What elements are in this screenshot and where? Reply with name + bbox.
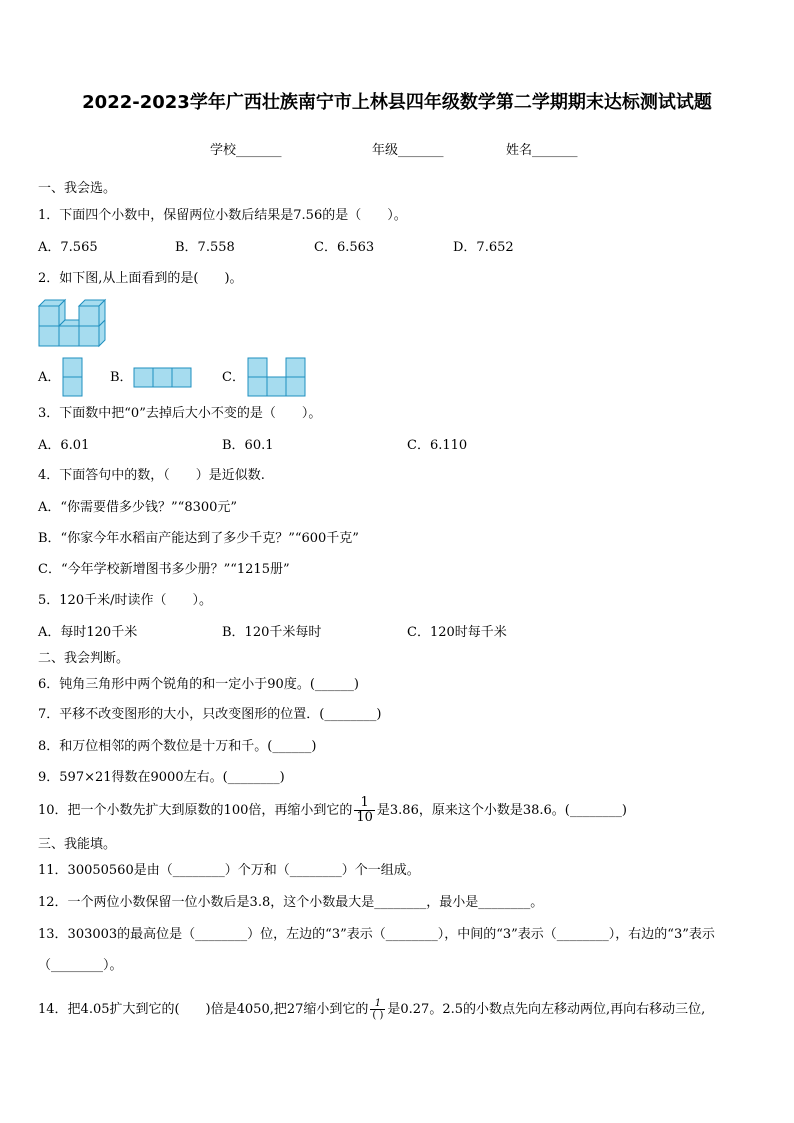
question-13-line-2: （________）。 bbox=[38, 958, 123, 973]
section-heading: 三、我能填。 bbox=[38, 837, 117, 852]
q14-text-pre: 14．把4.05扩大到它的( )倍是4050,把27缩小到它的 bbox=[38, 1002, 369, 1017]
q3-option-a[interactable]: A．6.01 bbox=[38, 438, 90, 453]
question-10 bbox=[38, 796, 627, 825]
fraction bbox=[370, 998, 385, 1021]
q4-option-a[interactable]: A．“你需要借多少钱？”“8300元” bbox=[38, 500, 238, 515]
cube-stack-figure bbox=[37, 298, 109, 350]
fraction bbox=[354, 796, 375, 825]
q1-option-c[interactable]: C．6.563 bbox=[314, 240, 375, 255]
school-field[interactable]: 学校_______ bbox=[210, 143, 282, 158]
question-9: 9．597×21得数在9000左右。(________) bbox=[38, 770, 285, 785]
q1-option-d[interactable]: D．7.652 bbox=[453, 240, 514, 255]
q5-option-a[interactable]: A．每时120千米 bbox=[38, 625, 138, 640]
option-b-view-figure bbox=[133, 367, 195, 389]
name-field[interactable]: 姓名_______ bbox=[506, 143, 578, 158]
fraction-numerator: 1 bbox=[354, 796, 375, 811]
q1-option-b[interactable]: B．7.558 bbox=[175, 240, 235, 255]
q2-option-b[interactable]: B． bbox=[110, 370, 133, 385]
q10-text-post: 是3.86，原来这个小数是38.6。(________) bbox=[376, 803, 627, 818]
q14-text-post: 是0.27。2.5的小数点先向左移动两位,再向右移动三位, bbox=[387, 1002, 706, 1017]
q2-option-a[interactable]: A． bbox=[38, 370, 61, 385]
q5-option-c[interactable]: C．120时每千米 bbox=[407, 625, 507, 640]
question-13-line-1: 13．303003的最高位是（________）位，左边的“3”表示（________），中间的“3”表示（________），右边的“3”表示 bbox=[38, 927, 715, 942]
q1-option-a[interactable]: A．7.565 bbox=[38, 240, 98, 255]
section-heading: 一、我会选。 bbox=[38, 181, 117, 196]
question-3: 3．下面数中把“0”去掉后大小不变的是（ ）。 bbox=[38, 406, 322, 421]
fraction-denominator: ( ) bbox=[372, 1010, 384, 1021]
question-6: 6．钝角三角形中两个锐角的和一定小于90度。(______) bbox=[38, 677, 359, 692]
question-14 bbox=[38, 998, 705, 1021]
question-11: 11．30050560是由（________）个万和（________）个一组成。 bbox=[38, 863, 420, 878]
option-c-view-figure bbox=[247, 357, 309, 399]
q4-option-b[interactable]: B．“你家今年水稻亩产能达到了多少千克？”“600千克” bbox=[38, 531, 359, 546]
question-8: 8．和万位相邻的两个数位是十万和千。(______) bbox=[38, 739, 317, 754]
q4-option-c[interactable]: C．“今年学校新增图书多少册？”“1215册” bbox=[38, 562, 290, 577]
question-1: 1．下面四个小数中，保留两位小数后结果是7.56的是（ ）。 bbox=[38, 208, 407, 223]
q3-option-c[interactable]: C．6.110 bbox=[407, 438, 468, 453]
question-2: 2．如下图,从上面看到的是( )。 bbox=[38, 271, 243, 286]
question-4: 4．下面答句中的数，（ ）是近似数. bbox=[38, 468, 265, 483]
q2-option-c[interactable]: C． bbox=[222, 370, 245, 385]
fraction-denominator: 10 bbox=[356, 810, 373, 825]
question-7: 7．平移不改变图形的大小，只改变图形的位置．(________) bbox=[38, 707, 382, 722]
fraction-numerator: 1 bbox=[370, 998, 385, 1010]
page-title: 2022-2023学年广西壮族南宁市上林县四年级数学第二学期期末达标测试试题 bbox=[82, 92, 712, 113]
grade-field[interactable]: 年级_______ bbox=[372, 143, 444, 158]
option-a-view-figure bbox=[62, 357, 84, 399]
question-5: 5．120千米/时读作（ ）。 bbox=[38, 593, 212, 608]
q3-option-b[interactable]: B．60.1 bbox=[222, 438, 274, 453]
section-heading: 二、我会判断。 bbox=[38, 651, 130, 666]
q10-text-pre: 10．把一个小数先扩大到原数的100倍，再缩小到它的 bbox=[38, 803, 353, 818]
q5-option-b[interactable]: B．120千米每时 bbox=[222, 625, 322, 640]
question-12: 12．一个两位小数保留一位小数后是3.8，这个小数最大是________，最小是________。 bbox=[38, 895, 544, 910]
